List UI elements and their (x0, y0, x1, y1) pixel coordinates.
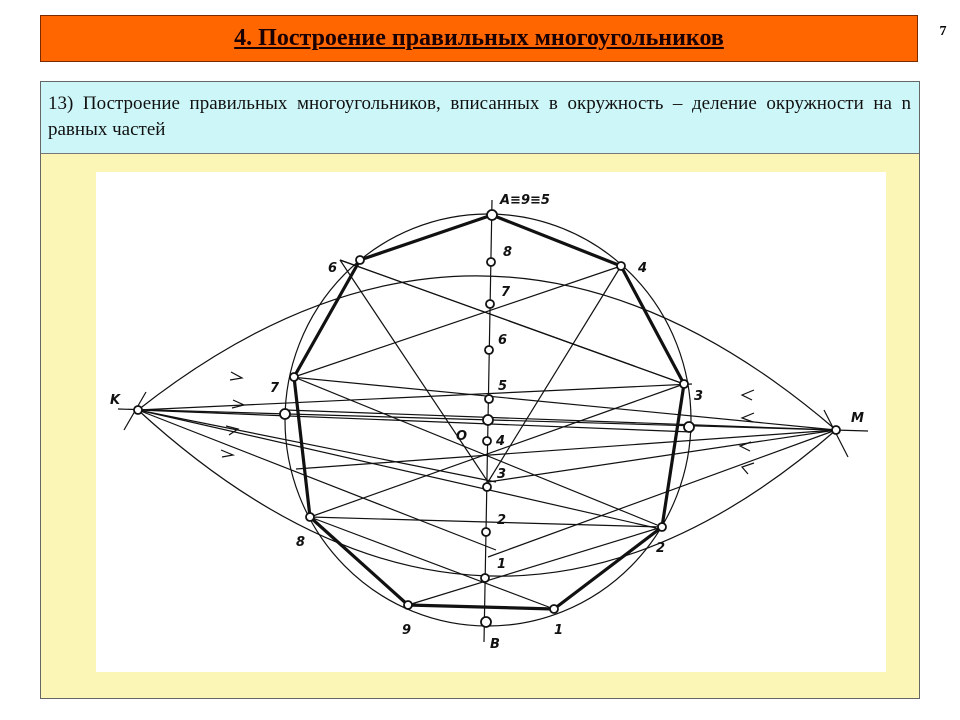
label-axis-1: 1 (497, 557, 507, 572)
content-panel (40, 81, 920, 699)
point-b (481, 617, 491, 627)
vertex-8 (306, 513, 314, 521)
ray-m-3 (296, 430, 836, 469)
label-vertex-3: 3 (694, 389, 704, 404)
ray-m-5 (488, 430, 836, 557)
ray-k-3 (138, 384, 692, 410)
label-b: B (490, 637, 500, 652)
point-axis-3 (483, 483, 491, 491)
point-axis-8 (487, 258, 495, 266)
point-axis-2 (482, 528, 490, 536)
chord-6-3 (340, 260, 684, 384)
label-axis-2: 2 (497, 513, 507, 528)
ray-k-9 (138, 410, 496, 482)
point-o (483, 415, 493, 425)
vertex-6 (356, 256, 364, 264)
ray-k-11 (138, 410, 496, 550)
point-m (832, 426, 840, 434)
subtitle-text: 13) Построение правильных многоугольников, вписанных в окружность – деление окружности на n равных частей (48, 93, 911, 140)
label-vertex-4: 4 (638, 261, 648, 276)
page-title: 4. Построение правильных многоугольников (234, 25, 724, 51)
vertex-2 (658, 523, 666, 531)
chord-6-2 (340, 260, 488, 482)
label-a: A≡9≡5 (500, 193, 550, 208)
point-axis-5 (485, 395, 493, 403)
label-axis-8: 8 (503, 245, 513, 260)
label-vertex-2: 2 (656, 541, 666, 556)
chord-3-8 (310, 384, 684, 517)
vertex-3 (680, 380, 688, 388)
subtitle-box (41, 82, 919, 154)
point-axis-7 (486, 300, 494, 308)
polygon-construction-svg (96, 172, 886, 672)
label-vertex-9: 9 (402, 623, 412, 638)
label-vertex-8: 8 (296, 535, 306, 550)
label-axis-3: 3 (497, 467, 507, 482)
label-vertex-6: 6 (328, 261, 338, 276)
point-axis-6 (485, 346, 493, 354)
point-axis-4 (483, 437, 491, 445)
arrow-m-4 (742, 463, 754, 474)
page-number: 7 (939, 24, 947, 39)
chord-8-1 (310, 517, 554, 609)
vertex-4 (617, 262, 625, 270)
arrow-k-2 (232, 400, 244, 408)
vertex-7b (280, 409, 290, 419)
arrow-m-1 (742, 390, 754, 400)
point-axis-1 (481, 574, 489, 582)
point-a (487, 210, 497, 220)
arrow-k-1 (230, 372, 242, 380)
label-m: M (851, 411, 864, 426)
vertex-7 (290, 373, 298, 381)
arrow-k-4 (221, 450, 233, 457)
label-vertex-7: 7 (270, 381, 280, 396)
vertex-9 (404, 601, 412, 609)
chord-2-9 (408, 527, 662, 605)
vertex-1 (550, 605, 558, 613)
ray-m-4 (488, 430, 836, 482)
point-k (134, 406, 142, 414)
title-bar (40, 15, 918, 62)
label-axis-7: 7 (501, 285, 511, 300)
label-vertex-1: 1 (554, 623, 564, 638)
label-o: O (456, 429, 468, 444)
label-axis-6: 6 (498, 333, 508, 348)
chord-4-7 (294, 266, 621, 377)
label-axis-5: 5 (498, 379, 508, 394)
label-axis-4: 4 (496, 434, 506, 449)
construction-drawing (96, 172, 886, 672)
vertex-3b (684, 422, 694, 432)
label-k: K (110, 393, 121, 408)
